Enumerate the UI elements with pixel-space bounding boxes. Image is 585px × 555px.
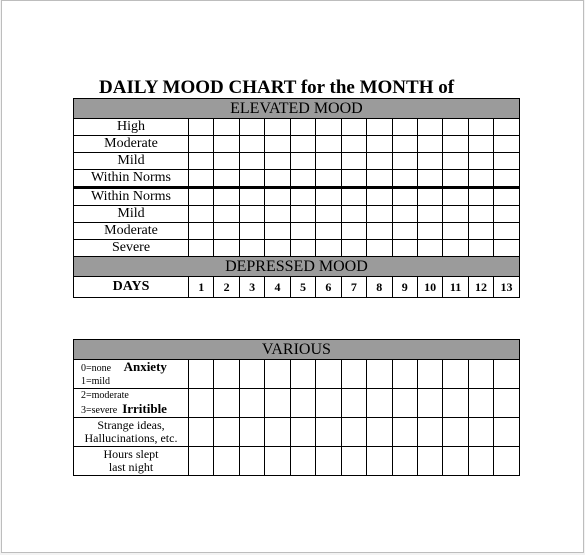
mood-day-cell[interactable] — [265, 240, 290, 257]
mood-day-cell[interactable] — [468, 206, 493, 223]
mood-day-cell[interactable] — [367, 206, 392, 223]
strange-ideas-day-cell[interactable] — [290, 418, 315, 447]
mood-day-cell[interactable] — [265, 223, 290, 240]
mood-day-cell[interactable] — [239, 170, 264, 188]
irritible-day-cell[interactable] — [443, 389, 468, 418]
various-header-row — [74, 340, 520, 360]
scale-none: 0=none — [81, 363, 112, 374]
mood-day-cell[interactable] — [494, 119, 520, 136]
mood-day-cell[interactable] — [341, 206, 366, 223]
mood-day-cell[interactable] — [494, 153, 520, 170]
mood-day-cell[interactable] — [316, 206, 341, 223]
mood-day-cell[interactable] — [239, 206, 264, 223]
mood-day-cell[interactable] — [392, 170, 417, 188]
mood-day-cell[interactable] — [417, 170, 442, 188]
mood-level-label: Moderate — [74, 136, 189, 153]
hours-slept-day-cell[interactable] — [189, 447, 214, 476]
mood-row — [74, 206, 520, 223]
hours-slept-day-cell[interactable] — [417, 447, 442, 476]
irritible-day-cell[interactable] — [417, 389, 442, 418]
mood-day-cell[interactable] — [468, 188, 493, 206]
mood-level-label: High — [74, 119, 189, 136]
mood-day-cell[interactable] — [214, 170, 239, 188]
strange-ideas-day-cell[interactable] — [239, 418, 264, 447]
mood-day-cell[interactable] — [443, 206, 468, 223]
irritible-day-cell[interactable] — [341, 389, 366, 418]
hours-slept-day-cell[interactable] — [316, 447, 341, 476]
anxiety-day-cell[interactable] — [341, 360, 366, 389]
irritible-label: Irritible — [122, 401, 167, 416]
mood-day-cell[interactable] — [392, 136, 417, 153]
mood-day-cell[interactable] — [494, 240, 520, 257]
mood-day-cell[interactable] — [290, 170, 315, 188]
mood-day-cell[interactable] — [316, 119, 341, 136]
scale-severe: 3=severe — [81, 405, 118, 416]
day-number: 1 — [189, 277, 214, 298]
mood-day-cell[interactable] — [417, 223, 442, 240]
mood-day-cell[interactable] — [239, 136, 264, 153]
anxiety-day-cell[interactable] — [214, 360, 239, 389]
mood-day-cell[interactable] — [341, 170, 366, 188]
mood-day-cell[interactable] — [239, 153, 264, 170]
mood-day-cell[interactable] — [239, 119, 264, 136]
mood-day-cell[interactable] — [189, 119, 214, 136]
mood-day-cell[interactable] — [392, 153, 417, 170]
irritible-day-cell[interactable] — [265, 389, 290, 418]
mood-day-cell[interactable] — [468, 153, 493, 170]
mood-day-cell[interactable] — [341, 153, 366, 170]
irritible-day-cell[interactable] — [214, 389, 239, 418]
mood-day-cell[interactable] — [316, 153, 341, 170]
elevated-mood-header: ELEVATED MOOD — [74, 99, 520, 119]
mood-day-cell[interactable] — [443, 240, 468, 257]
scale-moderate: 2=moderate — [81, 390, 129, 401]
mood-day-cell[interactable] — [367, 136, 392, 153]
irritible-day-cell[interactable] — [367, 389, 392, 418]
mood-day-cell[interactable] — [367, 188, 392, 206]
mood-row — [74, 223, 520, 240]
mood-level-label: Within Norms — [74, 188, 189, 206]
strange-ideas-day-cell[interactable] — [417, 418, 442, 447]
mood-row — [74, 153, 520, 170]
strange-ideas-day-cell[interactable] — [443, 418, 468, 447]
document-page — [1, 0, 584, 553]
mood-day-cell[interactable] — [443, 223, 468, 240]
elevated-mood-header-row — [74, 99, 520, 119]
mood-level-label: Within Norms — [74, 170, 189, 188]
hours-slept-day-cell[interactable] — [214, 447, 239, 476]
strange-ideas-row — [74, 418, 520, 447]
hours-slept-day-cell[interactable] — [468, 447, 493, 476]
mood-day-cell[interactable] — [417, 136, 442, 153]
irritible-day-cell[interactable] — [468, 389, 493, 418]
strange-ideas-day-cell[interactable] — [468, 418, 493, 447]
page-title: DAILY MOOD CHART for the MONTH of — [99, 77, 455, 98]
day-number: 11 — [443, 277, 468, 298]
anxiety-day-cell[interactable] — [290, 360, 315, 389]
mood-level-label: Severe — [74, 240, 189, 257]
mood-day-cell[interactable] — [316, 136, 341, 153]
anxiety-day-cell[interactable] — [189, 360, 214, 389]
mood-day-cell[interactable] — [290, 188, 315, 206]
mood-day-cell[interactable] — [494, 136, 520, 153]
mood-day-cell[interactable] — [189, 223, 214, 240]
hours-slept-line2: last night — [108, 460, 154, 474]
mood-day-cell[interactable] — [239, 188, 264, 206]
mood-day-cell[interactable] — [341, 119, 366, 136]
mood-day-cell[interactable] — [468, 223, 493, 240]
mood-chart-table — [73, 98, 520, 298]
strange-ideas-day-cell[interactable] — [189, 418, 214, 447]
anxiety-label-cell — [74, 360, 189, 389]
anxiety-day-cell[interactable] — [494, 360, 520, 389]
mood-day-cell[interactable] — [392, 119, 417, 136]
mood-day-cell[interactable] — [443, 153, 468, 170]
mood-day-cell[interactable] — [189, 136, 214, 153]
mood-day-cell[interactable] — [265, 136, 290, 153]
mood-day-cell[interactable] — [290, 153, 315, 170]
mood-day-cell[interactable] — [494, 206, 520, 223]
strange-ideas-day-cell[interactable] — [316, 418, 341, 447]
anxiety-day-cell[interactable] — [316, 360, 341, 389]
mood-level-label: Mild — [74, 153, 189, 170]
mood-day-cell[interactable] — [239, 223, 264, 240]
anxiety-row — [74, 360, 520, 389]
irritible-day-cell[interactable] — [189, 389, 214, 418]
mood-day-cell[interactable] — [392, 188, 417, 206]
mood-day-cell[interactable] — [316, 188, 341, 206]
days-row — [74, 277, 520, 298]
mood-day-cell[interactable] — [367, 223, 392, 240]
anxiety-day-cell[interactable] — [468, 360, 493, 389]
day-number: 7 — [341, 277, 366, 298]
strange-ideas-day-cell[interactable] — [367, 418, 392, 447]
mood-day-cell[interactable] — [417, 188, 442, 206]
depressed-mood-header: DEPRESSED MOOD — [74, 257, 520, 277]
hours-slept-row — [74, 447, 520, 476]
mood-day-cell[interactable] — [189, 170, 214, 188]
anxiety-label: Anxiety — [123, 359, 167, 374]
mood-day-cell[interactable] — [214, 223, 239, 240]
irritible-day-cell[interactable] — [316, 389, 341, 418]
mood-day-cell[interactable] — [189, 188, 214, 206]
mood-row — [74, 136, 520, 153]
scale-mild: 1=mild — [81, 376, 110, 387]
mood-level-label: Mild — [74, 206, 189, 223]
mood-day-cell[interactable] — [443, 188, 468, 206]
mood-day-cell[interactable] — [443, 119, 468, 136]
mood-day-cell[interactable] — [189, 206, 214, 223]
mood-day-cell[interactable] — [367, 119, 392, 136]
mood-day-cell[interactable] — [214, 136, 239, 153]
strange-ideas-day-cell[interactable] — [265, 418, 290, 447]
hours-slept-day-cell[interactable] — [265, 447, 290, 476]
anxiety-day-cell[interactable] — [417, 360, 442, 389]
day-number: 4 — [265, 277, 290, 298]
mood-day-cell[interactable] — [392, 240, 417, 257]
mood-day-cell[interactable] — [468, 119, 493, 136]
day-number: 8 — [367, 277, 392, 298]
mood-day-cell[interactable] — [494, 188, 520, 206]
mood-row — [74, 188, 520, 206]
days-label: DAYS — [74, 277, 189, 298]
mood-day-cell[interactable] — [265, 188, 290, 206]
mood-level-label: Moderate — [74, 223, 189, 240]
mood-day-cell[interactable] — [290, 206, 315, 223]
day-number: 5 — [290, 277, 315, 298]
mood-day-cell[interactable] — [417, 240, 442, 257]
anxiety-day-cell[interactable] — [265, 360, 290, 389]
day-number: 13 — [494, 277, 520, 298]
mood-day-cell[interactable] — [417, 153, 442, 170]
mood-day-cell[interactable] — [189, 240, 214, 257]
mood-day-cell[interactable] — [214, 153, 239, 170]
hours-slept-line1: Hours slept — [103, 447, 159, 461]
mood-day-cell[interactable] — [290, 136, 315, 153]
day-number: 12 — [468, 277, 493, 298]
mood-day-cell[interactable] — [367, 240, 392, 257]
hours-slept-day-cell[interactable] — [443, 447, 468, 476]
strange-ideas-line1: Strange ideas, — [97, 418, 165, 432]
day-number: 10 — [417, 277, 442, 298]
irritible-day-cell[interactable] — [239, 389, 264, 418]
strange-ideas-day-cell[interactable] — [494, 418, 520, 447]
mood-day-cell[interactable] — [468, 240, 493, 257]
mood-day-cell[interactable] — [417, 119, 442, 136]
various-table — [73, 339, 520, 476]
mood-row — [74, 170, 520, 188]
irritible-row — [74, 389, 520, 418]
mood-day-cell[interactable] — [239, 240, 264, 257]
mood-day-cell[interactable] — [392, 206, 417, 223]
mood-row — [74, 240, 520, 257]
mood-day-cell[interactable] — [265, 119, 290, 136]
mood-day-cell[interactable] — [494, 170, 520, 188]
mood-day-cell[interactable] — [443, 136, 468, 153]
mood-day-cell[interactable] — [443, 170, 468, 188]
irritible-day-cell[interactable] — [392, 389, 417, 418]
mood-day-cell[interactable] — [290, 240, 315, 257]
mood-day-cell[interactable] — [367, 170, 392, 188]
mood-day-cell[interactable] — [214, 188, 239, 206]
strange-ideas-line2: Hallucinations, etc. — [84, 431, 178, 445]
mood-day-cell[interactable] — [290, 119, 315, 136]
mood-day-cell[interactable] — [265, 170, 290, 188]
mood-day-cell[interactable] — [367, 153, 392, 170]
anxiety-day-cell[interactable] — [392, 360, 417, 389]
hours-slept-day-cell[interactable] — [392, 447, 417, 476]
strange-ideas-label — [74, 418, 189, 447]
irritible-day-cell[interactable] — [290, 389, 315, 418]
mood-day-cell[interactable] — [468, 136, 493, 153]
mood-day-cell[interactable] — [214, 240, 239, 257]
mood-day-cell[interactable] — [392, 223, 417, 240]
mood-day-cell[interactable] — [341, 188, 366, 206]
mood-day-cell[interactable] — [316, 240, 341, 257]
mood-day-cell[interactable] — [214, 206, 239, 223]
mood-row — [74, 119, 520, 136]
hours-slept-label — [74, 447, 189, 476]
mood-day-cell[interactable] — [316, 170, 341, 188]
mood-day-cell[interactable] — [265, 153, 290, 170]
mood-day-cell[interactable] — [265, 206, 290, 223]
mood-day-cell[interactable] — [417, 206, 442, 223]
depressed-mood-header-row — [74, 257, 520, 277]
mood-day-cell[interactable] — [189, 153, 214, 170]
irritible-day-cell[interactable] — [494, 389, 520, 418]
strange-ideas-day-cell[interactable] — [392, 418, 417, 447]
mood-day-cell[interactable] — [341, 223, 366, 240]
day-number: 9 — [392, 277, 417, 298]
mood-day-cell[interactable] — [214, 119, 239, 136]
strange-ideas-day-cell[interactable] — [214, 418, 239, 447]
hours-slept-day-cell[interactable] — [494, 447, 520, 476]
day-number: 6 — [316, 277, 341, 298]
mood-day-cell[interactable] — [468, 170, 493, 188]
mood-day-cell[interactable] — [290, 223, 315, 240]
hours-slept-day-cell[interactable] — [290, 447, 315, 476]
mood-day-cell[interactable] — [494, 223, 520, 240]
strange-ideas-day-cell[interactable] — [341, 418, 366, 447]
irritible-label-cell — [74, 389, 189, 418]
mood-day-cell[interactable] — [316, 223, 341, 240]
day-number: 2 — [214, 277, 239, 298]
hours-slept-day-cell[interactable] — [239, 447, 264, 476]
day-number: 3 — [239, 277, 264, 298]
anxiety-day-cell[interactable] — [367, 360, 392, 389]
anxiety-day-cell[interactable] — [443, 360, 468, 389]
various-header: VARIOUS — [74, 340, 520, 360]
mood-day-cell[interactable] — [341, 240, 366, 257]
hours-slept-day-cell[interactable] — [341, 447, 366, 476]
mood-day-cell[interactable] — [341, 136, 366, 153]
anxiety-day-cell[interactable] — [239, 360, 264, 389]
hours-slept-day-cell[interactable] — [367, 447, 392, 476]
